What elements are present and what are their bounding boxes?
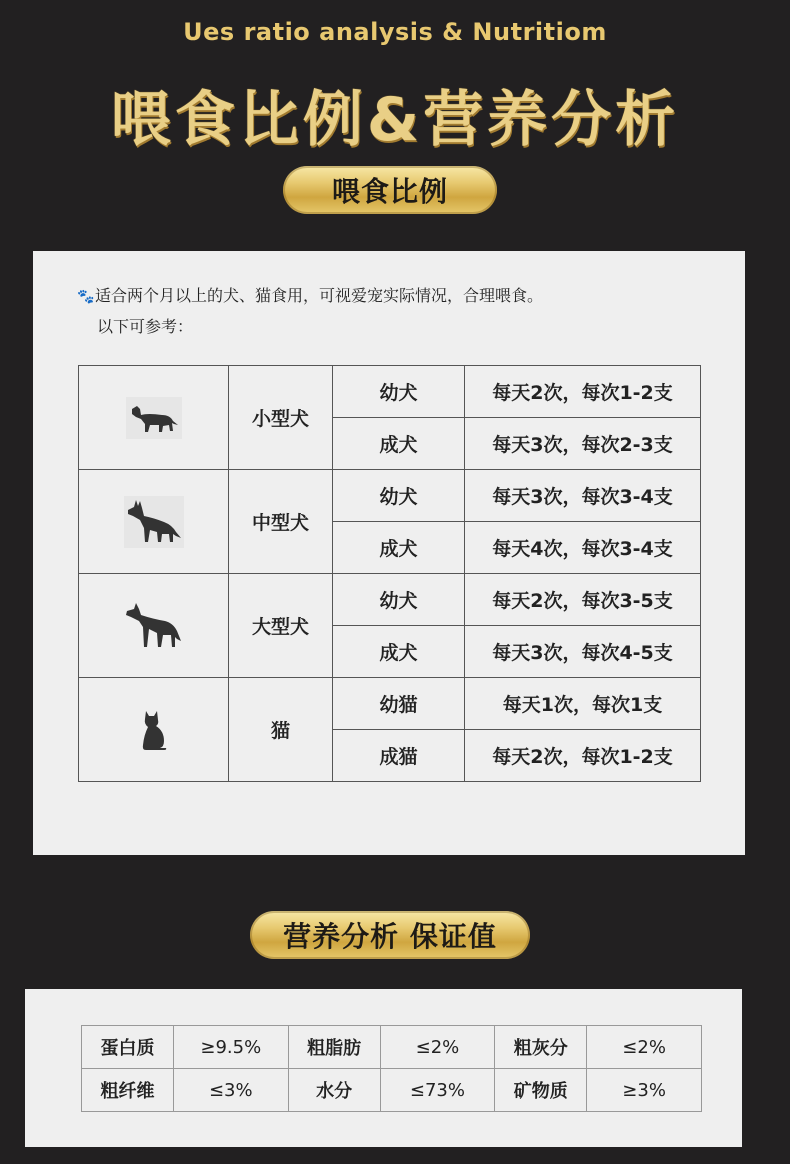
nutrition-panel (25, 989, 742, 1147)
intro-line-2: 以下可参考： (97, 317, 194, 336)
amount-cell: 每天4次，每次3-4支 (465, 522, 701, 574)
amount-cell: 每天3次，每次3-4支 (465, 470, 701, 522)
age-cell: 幼犬 (333, 574, 465, 626)
english-subtitle: Ues ratio analysis & Nutritiom (183, 18, 607, 46)
size-cat: 猫 (229, 678, 333, 782)
table-row (79, 366, 701, 418)
small-dog-icon-cell (79, 366, 229, 470)
age-cell: 成犬 (333, 418, 465, 470)
nutrient-value: ≤3% (173, 1069, 288, 1112)
nutrient-value: ≤2% (587, 1026, 702, 1069)
feeding-section-badge (283, 166, 497, 214)
size-medium-dog: 中型犬 (229, 470, 333, 574)
cat-icon (140, 709, 168, 751)
nutrient-value: ≤73% (380, 1069, 495, 1112)
nutrition-table (81, 1025, 702, 1112)
feeding-panel (33, 251, 745, 855)
table-row (79, 678, 701, 730)
small-dog-icon (126, 397, 182, 439)
age-cell: 幼犬 (333, 470, 465, 522)
feeding-table (78, 365, 701, 782)
paw-icon: 🐾 (77, 289, 95, 305)
feeding-section-label: 喂食比例 (331, 175, 448, 208)
amount-cell: 每天2次，每次3-5支 (465, 574, 701, 626)
large-dog-icon (123, 601, 185, 651)
nutrient-name: 蛋白质 (82, 1026, 174, 1069)
medium-dog-icon (124, 496, 184, 548)
age-cell: 成犬 (333, 522, 465, 574)
nutrient-name: 粗脂肪 (288, 1026, 380, 1069)
feeding-intro (77, 281, 543, 342)
nutrition-section-label: 营养分析 保证值 (283, 920, 497, 953)
amount-cell: 每天1次，每次1支 (465, 678, 701, 730)
size-large-dog: 大型犬 (229, 574, 333, 678)
medium-dog-icon-cell (79, 470, 229, 574)
page-title: 喂食比例&营养分析 (110, 85, 680, 155)
large-dog-icon-cell (79, 574, 229, 678)
size-small-dog: 小型犬 (229, 366, 333, 470)
amount-cell: 每天2次，每次1-2支 (465, 366, 701, 418)
table-row (79, 470, 701, 522)
nutrient-name: 矿物质 (495, 1069, 587, 1112)
amount-cell: 每天3次，每次2-3支 (465, 418, 701, 470)
nutrient-name: 粗纤维 (82, 1069, 174, 1112)
nutrient-value: ≥9.5% (173, 1026, 288, 1069)
age-cell: 成猫 (333, 730, 465, 782)
intro-line-1: 适合两个月以上的犬、猫食用，可视爱宠实际情况，合理喂食。 (95, 286, 544, 305)
amount-cell: 每天3次，每次4-5支 (465, 626, 701, 678)
amount-cell: 每天2次，每次1-2支 (465, 730, 701, 782)
age-cell: 成犬 (333, 626, 465, 678)
nutrition-section-badge (250, 911, 530, 959)
nutrient-value: ≤2% (380, 1026, 495, 1069)
nutrient-value: ≥3% (587, 1069, 702, 1112)
age-cell: 幼犬 (333, 366, 465, 418)
nutrient-name: 水分 (288, 1069, 380, 1112)
table-row (79, 574, 701, 626)
age-cell: 幼猫 (333, 678, 465, 730)
cat-icon-cell (79, 678, 229, 782)
table-row (82, 1026, 702, 1069)
table-row (82, 1069, 702, 1112)
nutrient-name: 粗灰分 (495, 1026, 587, 1069)
